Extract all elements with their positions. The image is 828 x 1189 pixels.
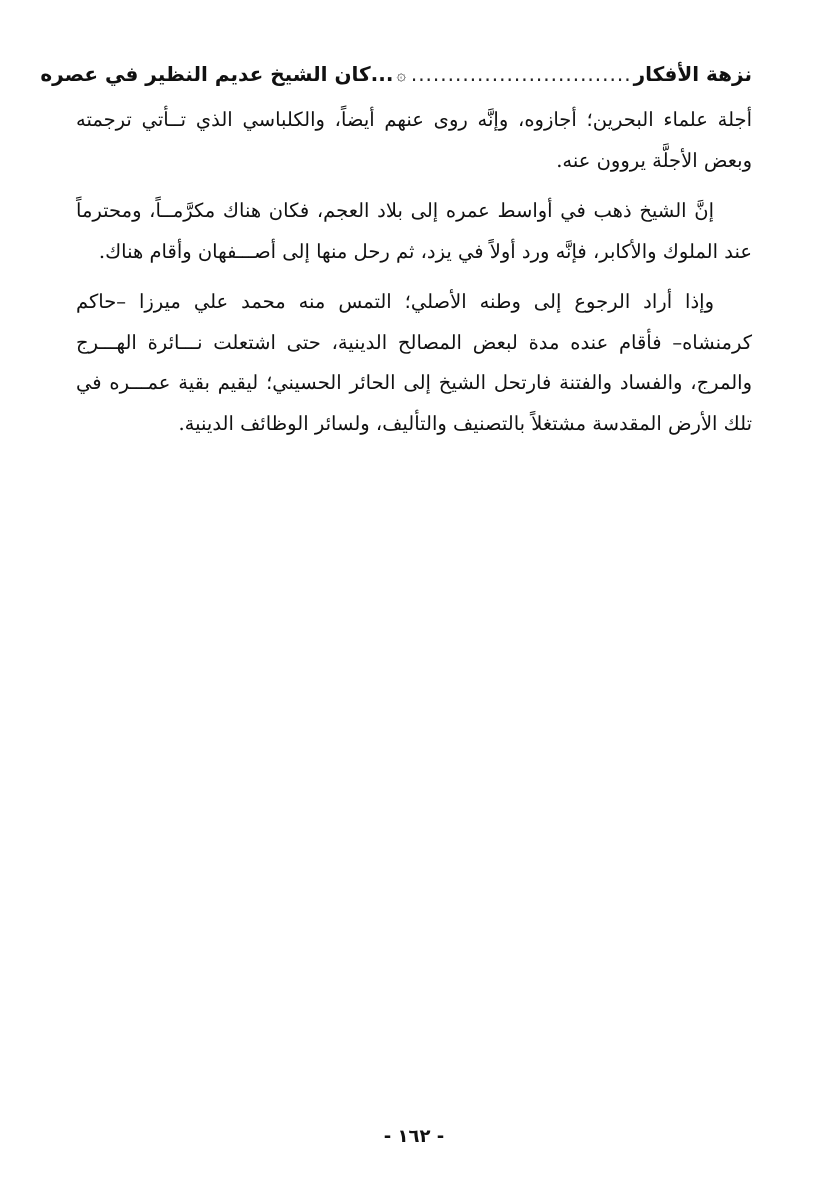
running-header	[40, 56, 752, 92]
header-leader-dots: ..............................	[410, 62, 632, 86]
ornament-icon: ۞	[396, 64, 406, 84]
header-chapter-title: كان الشيخ عديم النظير في عصره	[40, 62, 371, 86]
page-number: - ١٦٢ -	[383, 1126, 445, 1147]
header-book-title: نزهة الأفكار	[633, 62, 752, 86]
paragraph: إنَّ الشيخ ذهب في أواسط عمره إلى بلاد العجم، فكان هناك مكرَّمــاً، ومحترماً عند الملوك والأكابر، فإنَّه ورد أولاً في يزد، ثم رحل منها إلى أصـــفهان وأقام هناك.	[76, 199, 752, 263]
body-text	[76, 100, 752, 454]
paragraph: وإذا أراد الرجوع إلى وطنه الأصلي؛ التمس منه محمد علي ميرزا –حاكم كرمنشاه– فأقام عنده مدة لبعض المصالح الدينية، حتى اشتعلت نـــائرة الهـــرج والمرج، والفساد والفتنة فارتحل الشيخ إلى الحائر الحسيني؛ ليقيم بقية عمـــره في تلك الأرض المقدسة مشتغلاً بالتصنيف والتأليف، ولسائر الوظائف الدينية.	[76, 290, 752, 435]
header-leader-dots-2: ...	[370, 62, 394, 86]
paragraph: أجلة علماء البحرين؛ أجازوه، وإنَّه روى عنهم أيضاً، والكلباسي الذي تــأتي ترجمته وبعض الأجلَّة يروون عنه.	[76, 108, 752, 172]
